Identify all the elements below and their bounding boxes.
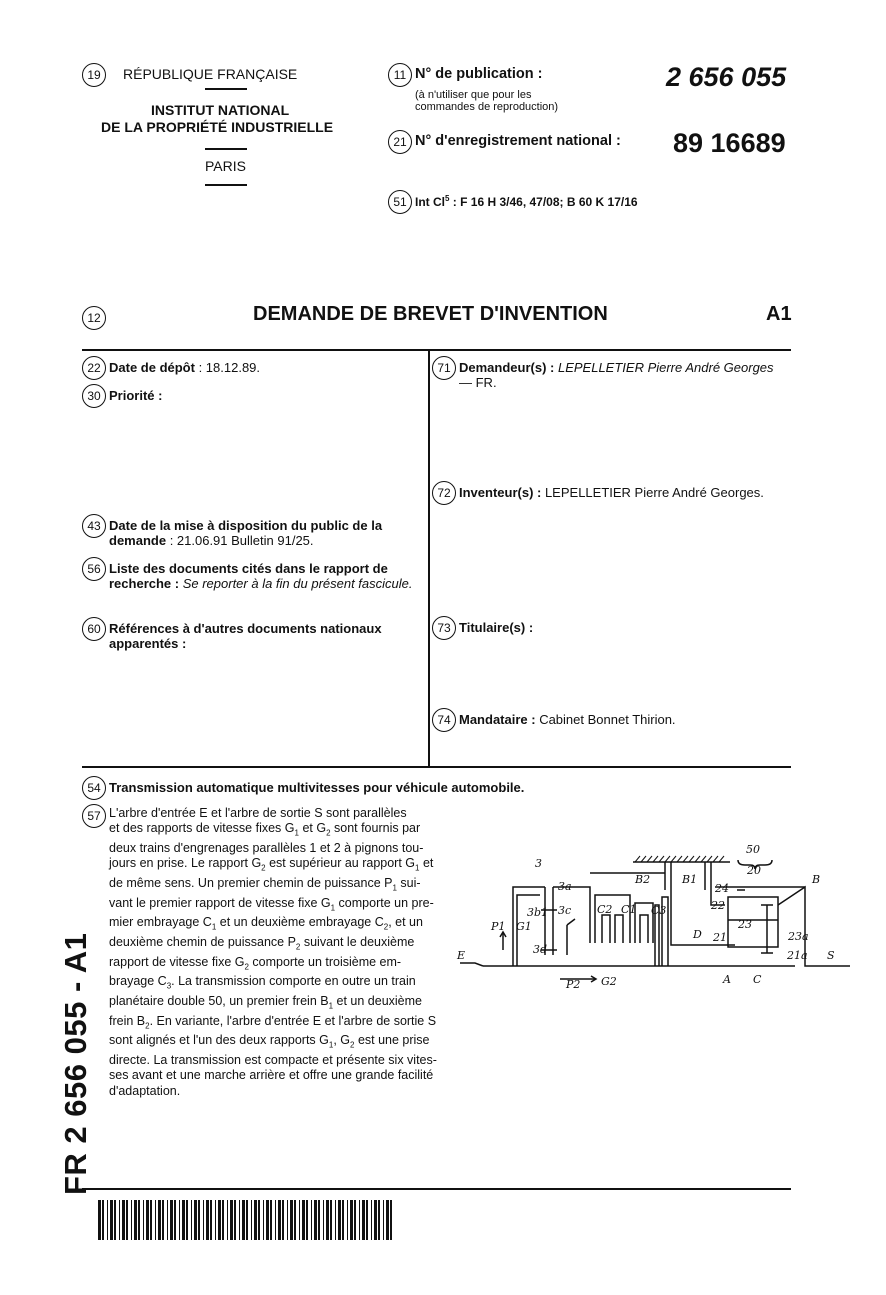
barcode-bar (170, 1200, 173, 1240)
diagram-label: 3b1 (527, 906, 549, 919)
diagram-label: B1 (682, 873, 698, 886)
applicant (459, 360, 774, 375)
barcode-bar (227, 1200, 228, 1240)
diagram-label: 23a (788, 930, 809, 943)
barcode-bar (174, 1200, 176, 1240)
office-city: PARIS (205, 158, 246, 174)
inid-code-73: 73 (432, 616, 456, 640)
cited-documents-line2 (109, 576, 413, 591)
inid-code-72: 72 (432, 481, 456, 505)
barcode-bar (287, 1200, 288, 1240)
bibliographic-column-rule (428, 350, 430, 767)
barcode-bar (218, 1200, 221, 1240)
barcode-bar (374, 1200, 377, 1240)
barcode-bar (251, 1200, 252, 1240)
barcode-bar (158, 1200, 161, 1240)
diagram-label: 3d (533, 943, 548, 956)
barcode-bar (270, 1200, 272, 1240)
abstract-line: et des rapports de vitesse fixes $G_1$ et $G_2$ sont fournis par (109, 821, 421, 838)
abstract-line: rapport de vitesse fixe $G_2$ comporte un troisième em- (109, 954, 402, 972)
abstract-line: ses avant et une marche arrière et offre une grande facilité (109, 1068, 434, 1083)
barcode (98, 1200, 398, 1242)
barcode-bar (354, 1200, 356, 1240)
barcode-bar (258, 1200, 260, 1240)
barcode-bar (294, 1200, 296, 1240)
abstract-line: sont alignés et l'un des deux rapports $G_1$, $G_2$ est une prise (109, 1033, 430, 1050)
applicant-value: LEPELLETIER Pierre André Georges (554, 360, 774, 375)
side-publication-code: FR 2 656 055 - A1 (58, 932, 93, 1195)
abstract-line: deuxième chemin de puissance $P_2$ suivant le deuxième (109, 934, 415, 952)
diagram-label: 21a (787, 949, 808, 962)
document-kind: A1 (766, 303, 792, 325)
barcode-bar (167, 1200, 168, 1240)
agent-label: Mandataire : (459, 712, 536, 727)
abstract-line: brayage $C_3$. La transmission comporte en outre un train (109, 974, 416, 991)
applicant-country: — FR. (459, 375, 497, 390)
barcode-bar (366, 1200, 368, 1240)
inid-code-19: 19 (82, 63, 106, 87)
barcode-bar (131, 1200, 132, 1240)
barcode-bar (326, 1200, 329, 1240)
cited-documents-label: recherche : (109, 576, 180, 591)
barcode-bar (215, 1200, 216, 1240)
barcode-bar (318, 1200, 320, 1240)
diagram-label: A (723, 973, 731, 986)
inid-code-51: 51 (388, 190, 412, 214)
diagram-label: C1 (621, 903, 637, 916)
registration-label: N° d'enregistrement national : (415, 133, 621, 149)
barcode-bar (230, 1200, 233, 1240)
related-references-line1: Références à d'autres documents nationaux (109, 621, 382, 636)
classification-label: Int Cl (415, 195, 445, 209)
barcode-bar (338, 1200, 341, 1240)
barcode-bar (134, 1200, 137, 1240)
barcode-bar (330, 1200, 332, 1240)
barcode-bar (98, 1200, 101, 1240)
diagram-label: C2 (597, 903, 613, 916)
barcode-bar (266, 1200, 269, 1240)
abstract-line: jours en prise. Le rapport $G_2$ est supérieur au rapport $G_1$ et (109, 856, 434, 873)
barcode-bar (302, 1200, 305, 1240)
abstract-line: vant le premier rapport de vitesse fixe $G_1$ comporte un pre- (109, 895, 434, 913)
diagram-label: S (827, 949, 835, 962)
barcode-bar (150, 1200, 152, 1240)
barcode-bar (146, 1200, 149, 1240)
barcode-bar (162, 1200, 164, 1240)
inid-code-54: 54 (82, 776, 106, 800)
priority-label: Priorité : (109, 388, 163, 403)
barcode-bar (386, 1200, 389, 1240)
diagram-label: P1 (491, 920, 506, 933)
office-name-line1: INSTITUT NATIONAL (151, 102, 290, 118)
footer-rule (82, 1188, 791, 1190)
barcode-bar (383, 1200, 384, 1240)
abstract-line: mier embrayage $C_1$ et un deuxième embrayage $C_2$, et un (109, 915, 423, 932)
barcode-bar (378, 1200, 380, 1240)
barcode-bar (359, 1200, 360, 1240)
diagram-label: P2 (566, 978, 581, 991)
inid-code-21: 21 (388, 130, 412, 154)
divider (205, 148, 247, 150)
diagram-label: 3c (558, 904, 572, 917)
publication-date-label: demande (109, 533, 167, 548)
diagram-label: 20 (747, 864, 761, 877)
barcode-bar (119, 1200, 120, 1240)
inid-code-43: 43 (82, 514, 106, 538)
publication-number: 2 656 055 (666, 62, 787, 92)
barcode-bar (242, 1200, 245, 1240)
barcode-bar (254, 1200, 257, 1240)
barcode-bar (390, 1200, 392, 1240)
publication-label: N° de publication : (415, 66, 543, 82)
barcode-bar (110, 1200, 113, 1240)
classification-value: : F 16 H 3/46, 47/08; B 60 K 17/16 (449, 195, 638, 209)
bibliographic-bottom-rule (82, 766, 791, 768)
barcode-bar (186, 1200, 188, 1240)
diagram-label: 23 (738, 918, 752, 931)
barcode-bar (282, 1200, 284, 1240)
barcode-bar (102, 1200, 104, 1240)
barcode-bar (122, 1200, 125, 1240)
diagram-label: G2 (601, 975, 617, 988)
diagram-label: 22 (711, 899, 725, 912)
barcode-bar (138, 1200, 140, 1240)
publication-note-line2: commandes de reproduction) (415, 101, 559, 113)
barcode-bar (314, 1200, 317, 1240)
inid-code-12: 12 (82, 306, 106, 330)
abstract-line: de même sens. Un premier chemin de puissance $P_1$ sui- (109, 875, 421, 893)
abstract-line: deux trains d'engrenages parallèles 1 et 2 à pignons tou- (109, 840, 424, 855)
barcode-bar (342, 1200, 344, 1240)
country-name: RÉPUBLIQUE FRANÇAISE (123, 66, 298, 82)
barcode-bar (347, 1200, 348, 1240)
barcode-bar (114, 1200, 116, 1240)
barcode-bar (143, 1200, 144, 1240)
diagram-label: G1 (516, 920, 532, 933)
diagram-label: 3a (558, 880, 572, 893)
barcode-bar (299, 1200, 300, 1240)
barcode-bar (306, 1200, 308, 1240)
diagram-label: E (457, 949, 466, 962)
classification-edition: 5 (445, 194, 450, 203)
inventor-label: Inventeur(s) : (459, 485, 542, 500)
barcode-bar (126, 1200, 128, 1240)
barcode-bar (335, 1200, 336, 1240)
barcode-bar (179, 1200, 180, 1240)
barcode-bar (323, 1200, 324, 1240)
barcode-bar (210, 1200, 212, 1240)
barcode-bar (107, 1200, 108, 1240)
abstract-line: L'arbre d'entrée E et l'arbre de sortie S sont parallèles (109, 806, 407, 820)
barcode-bar (362, 1200, 365, 1240)
barcode-bar (191, 1200, 192, 1240)
diagram-label: D (693, 928, 702, 941)
barcode-bar (198, 1200, 200, 1240)
inid-code-11: 11 (388, 63, 412, 87)
filing-date-label: Date de dépôt (109, 360, 195, 375)
diagram-label: 24 (715, 882, 729, 895)
diagram-label: 3 (535, 857, 542, 870)
diagram-label: 50 (746, 843, 760, 856)
classification (415, 194, 638, 209)
abstract-line: frein $B_2$. En variante, l'arbre d'entrée E et l'arbre de sortie S (109, 1013, 437, 1031)
holder-label: Titulaire(s) : (459, 620, 534, 635)
abstract (109, 806, 437, 1099)
abstract-line: d'adaptation. (109, 1083, 181, 1098)
barcode-bar (275, 1200, 276, 1240)
document-title: DEMANDE DE BREVET D'INVENTION (253, 303, 608, 325)
bibliographic-top-rule (82, 349, 791, 351)
inid-code-57: 57 (82, 804, 106, 828)
barcode-bar (311, 1200, 312, 1240)
barcode-bar (371, 1200, 372, 1240)
inid-code-74: 74 (432, 708, 456, 732)
cited-documents-value: Se reporter à la fin du présent fascicule. (179, 576, 413, 591)
registration-number: 89 16689 (673, 128, 786, 158)
publication-date-line2 (109, 533, 314, 548)
barcode-bar (203, 1200, 204, 1240)
divider (205, 88, 247, 90)
inventor (459, 485, 764, 500)
barcode-bar (246, 1200, 248, 1240)
barcode-bar (290, 1200, 293, 1240)
inid-code-60: 60 (82, 617, 106, 641)
diagram-label: 21 (713, 931, 727, 944)
publication-date-value: : 21.06.91 Bulletin 91/25. (166, 533, 314, 548)
barcode-bar (234, 1200, 236, 1240)
transmission-diagram (455, 835, 850, 995)
agent (459, 712, 676, 727)
publication-date-line1: Date de la mise à disposition du public de la (109, 518, 383, 533)
office-name-line2: DE LA PROPRIÉTÉ INDUSTRIELLE (101, 119, 334, 135)
inid-code-22: 22 (82, 356, 106, 380)
barcode-bar (206, 1200, 209, 1240)
publication-note-line1: (à n'utiliser que pour les (415, 89, 532, 101)
barcode-bar (155, 1200, 156, 1240)
barcode-bar (239, 1200, 240, 1240)
diagram-label: B (812, 873, 821, 886)
diagram-label: C3 (651, 904, 667, 917)
diagram-label: B2 (635, 873, 651, 886)
cited-documents-line1: Liste des documents cités dans le rapport de (109, 561, 388, 576)
barcode-bar (222, 1200, 224, 1240)
barcode-bar (278, 1200, 281, 1240)
barcode-bar (182, 1200, 185, 1240)
inid-code-71: 71 (432, 356, 456, 380)
inid-code-56: 56 (82, 557, 106, 581)
abstract-line: directe. La transmission est compacte et présente six vites- (109, 1053, 437, 1068)
inventor-value: LEPELLETIER Pierre André Georges. (541, 485, 764, 500)
barcode-bar (194, 1200, 197, 1240)
agent-value: Cabinet Bonnet Thirion. (535, 712, 676, 727)
applicant-label: Demandeur(s) : (459, 360, 555, 375)
inid-code-30: 30 (82, 384, 106, 408)
barcode-bar (263, 1200, 264, 1240)
filing-date (109, 360, 260, 375)
related-references-line2: apparentés : (109, 636, 187, 651)
invention-title: Transmission automatique multivitesses pour véhicule automobile. (109, 780, 525, 795)
filing-date-value: : 18.12.89. (194, 360, 261, 375)
abstract-line: planétaire double 50, un premier frein $B_1$ et un deuxième (109, 994, 422, 1011)
barcode-bar (350, 1200, 353, 1240)
divider (205, 184, 247, 186)
diagram-label: C (753, 973, 762, 986)
